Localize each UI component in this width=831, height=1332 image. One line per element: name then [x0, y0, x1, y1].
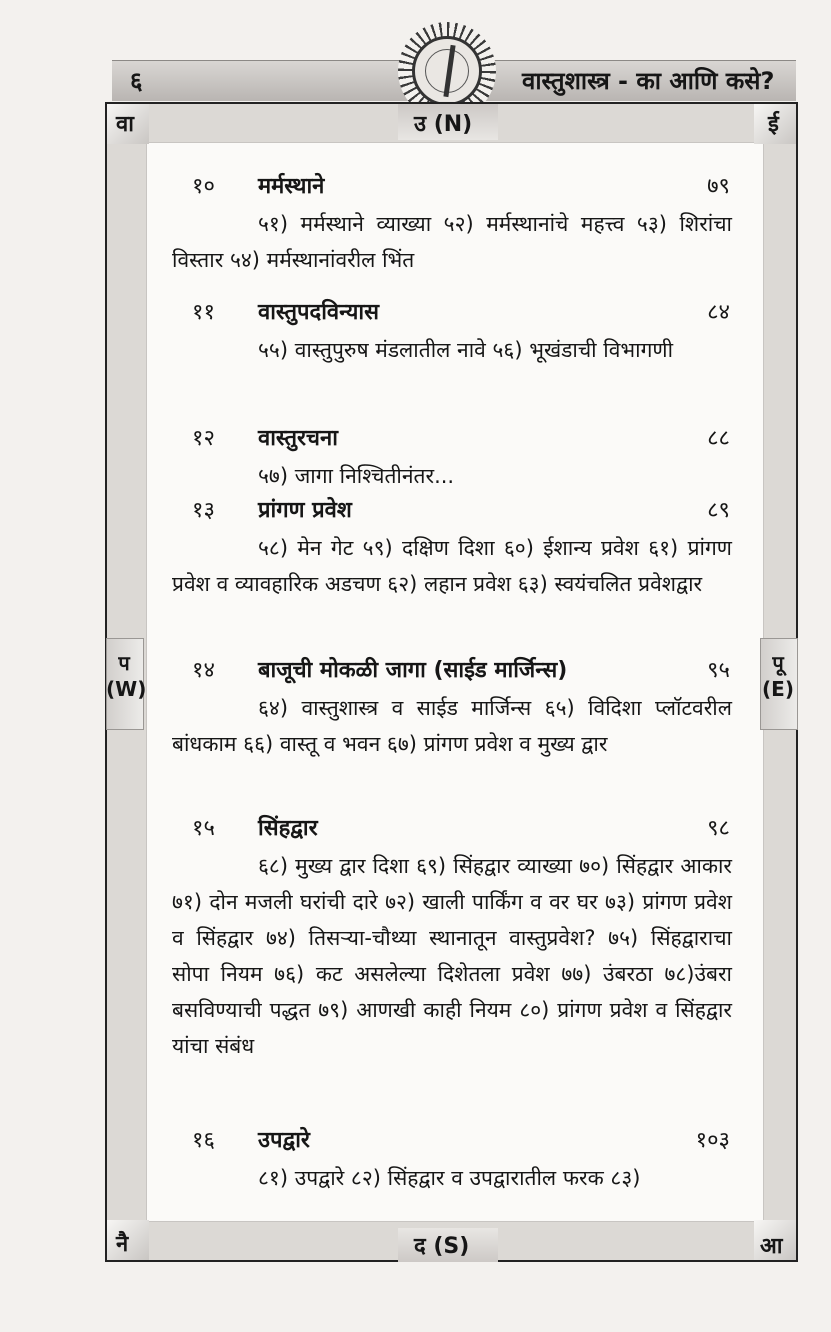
- toc-entry: [172, 654, 732, 762]
- toc-entry: [172, 422, 732, 494]
- toc-entry-title: उपद्वारे: [258, 1128, 310, 1153]
- toc-entry-page: ८९: [707, 498, 730, 523]
- toc-entry-description: ५७) जागा निश्चितीनंतर...: [258, 464, 455, 488]
- toc-entry: [172, 1124, 732, 1196]
- toc-entry-description: ५१) मर्मस्थाने व्याख्या ५२) मर्मस्थानांचे महत्त्व ५३) शिरांचा विस्तार ५४) मर्मस्थानांवरील भिंत: [172, 212, 732, 272]
- toc-entry-number: १६: [192, 1128, 215, 1153]
- west-marathi: प: [118, 651, 130, 675]
- toc-entry-title: प्रांगण प्रवेश: [258, 498, 352, 523]
- toc-entry-page: १०३: [695, 1128, 730, 1153]
- toc-entry-description: ६४) वास्तुशास्त्र व साईड मार्जिन्स ६५) विदिशा प्लॉटवरील बांधकाम ६६) वास्तू व भवन ६७) प्रांगण प्रवेश व मुख्य द्वार: [172, 696, 732, 756]
- toc-entry-number: १४: [192, 658, 215, 683]
- toc-entry-title: सिंहद्वार: [258, 816, 318, 841]
- direction-west: [106, 650, 147, 702]
- direction-southwest: नै: [116, 1232, 129, 1257]
- direction-northeast: ई: [768, 112, 779, 137]
- east-english: (E): [762, 677, 794, 701]
- direction-south: द (S): [414, 1234, 470, 1259]
- toc-entry-number: १०: [192, 174, 215, 199]
- toc-entry-description: ८१) उपद्वारे ८२) सिंहद्वार व उपद्वारातील फरक ८३): [258, 1166, 641, 1190]
- direction-southeast: आ: [760, 1234, 783, 1259]
- toc-entry-title: मर्मस्थाने: [258, 174, 325, 199]
- toc-entry-title: वास्तुपदविन्यास: [258, 300, 379, 325]
- toc-entry-number: १५: [192, 816, 215, 841]
- toc-entry-page: ९५: [707, 658, 730, 683]
- toc-entry-page: ७९: [707, 174, 730, 199]
- toc-entry-description: ५५) वास्तुपुरुष मंडलातील नावे ५६) भूखंडाची विभागणी: [258, 338, 674, 362]
- toc-entry-number: ११: [192, 300, 215, 325]
- toc-entry-number: १३: [192, 498, 215, 523]
- west-english: (W): [106, 677, 147, 701]
- toc-entry: [172, 170, 732, 278]
- toc-entry-title: बाजूची मोकळी जागा (साईड मार्जिन्स): [258, 658, 568, 683]
- compass-dial: [412, 36, 482, 106]
- toc-entry-page: ९८: [707, 816, 730, 841]
- direction-north: उ (N): [414, 112, 473, 137]
- toc-entry: [172, 494, 732, 602]
- toc-entry-description: ५८) मेन गेट ५९) दक्षिण दिशा ६०) ईशान्य प्रवेश ६१) प्रांगण प्रवेश व व्यावहारिक अडचण ६२) लहान प्रवेश ६३) स्वयंचलित प्रवेशद्वार: [172, 536, 732, 596]
- direction-east: [760, 650, 796, 702]
- toc-entry-page: ८८: [707, 426, 730, 451]
- direction-northwest: वा: [116, 112, 134, 137]
- page-number: ६: [130, 67, 143, 95]
- toc-entry-number: १२: [192, 426, 215, 451]
- toc-entry: [172, 812, 732, 1064]
- toc-entry-description: ६८) मुख्य द्वार दिशा ६९) सिंहद्वार व्याख्या ७०) सिंहद्वार आकार ७१) दोन मजली घरांची दारे ७२) खाली पार्किंग व वर घर ७३) प्रांगण प्रवेश व सिंहद्वार ७४) तिसऱ्या-चौथ्या स्थानातून वास्तुप्रवेश? ७५) सिंहद्वाराचा सोपा नियम ७६) कट असलेल्या दिशेतला प्रवेश ७७) उंबरठा ७८)उंबरा बसविण्याची पद्धत ७९) आणखी काही नियम ८०) प्रांगण प्रवेश व सिंहद्वार यांचा संबंध: [172, 854, 732, 1058]
- book-title: वास्तुशास्त्र - का आणि कसे?: [522, 67, 775, 95]
- toc-entry-page: ८४: [707, 300, 730, 325]
- toc-entry: [172, 296, 732, 368]
- east-marathi: पू: [772, 651, 784, 675]
- toc-entry-title: वास्तुरचना: [258, 426, 338, 451]
